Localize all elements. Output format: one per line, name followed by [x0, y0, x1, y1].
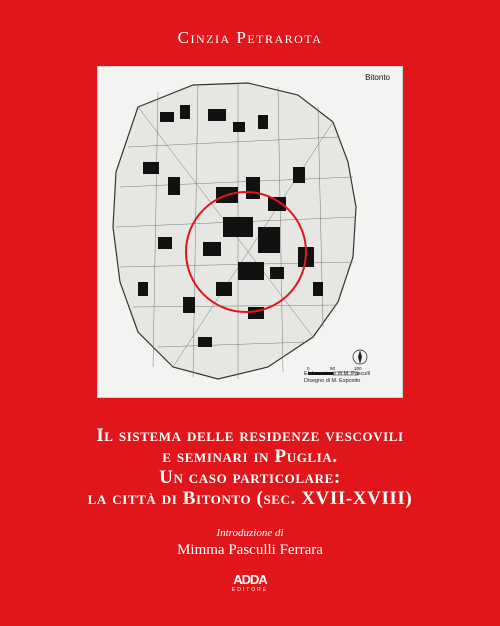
publisher-logo — [226, 573, 274, 599]
book-title — [0, 425, 500, 509]
city-map — [97, 66, 403, 398]
map-credit-line: Elaborazione di M. Pasculli — [304, 371, 371, 377]
title-line: la città di Bitonto (sec. XVII-XVIII) — [87, 488, 413, 509]
author-name: Cinzia Petrarota — [177, 28, 323, 47]
title-line: Il sistema delle residenze vescovili — [96, 425, 404, 446]
intro-author: Mimma Pasculli Ferrara — [177, 542, 323, 558]
scale-label-100: 100 — [354, 366, 362, 371]
scale-label-50: 50 — [330, 366, 336, 371]
intro-label: Introduzione di — [216, 527, 284, 539]
scale-label-0: 0 — [307, 366, 310, 371]
map-credit — [304, 371, 390, 385]
title-line: Un caso particolare: — [159, 467, 341, 488]
title-line: e seminari in Puglia. — [162, 446, 338, 467]
map-place-label: Bitonto — [365, 73, 390, 82]
publisher-logo-text: ADDA — [233, 572, 267, 587]
city-map-drawing — [98, 67, 403, 398]
map-credit-line: Disegno di M. Esposito — [304, 378, 361, 384]
publisher-sub: EDITORE — [231, 587, 269, 593]
